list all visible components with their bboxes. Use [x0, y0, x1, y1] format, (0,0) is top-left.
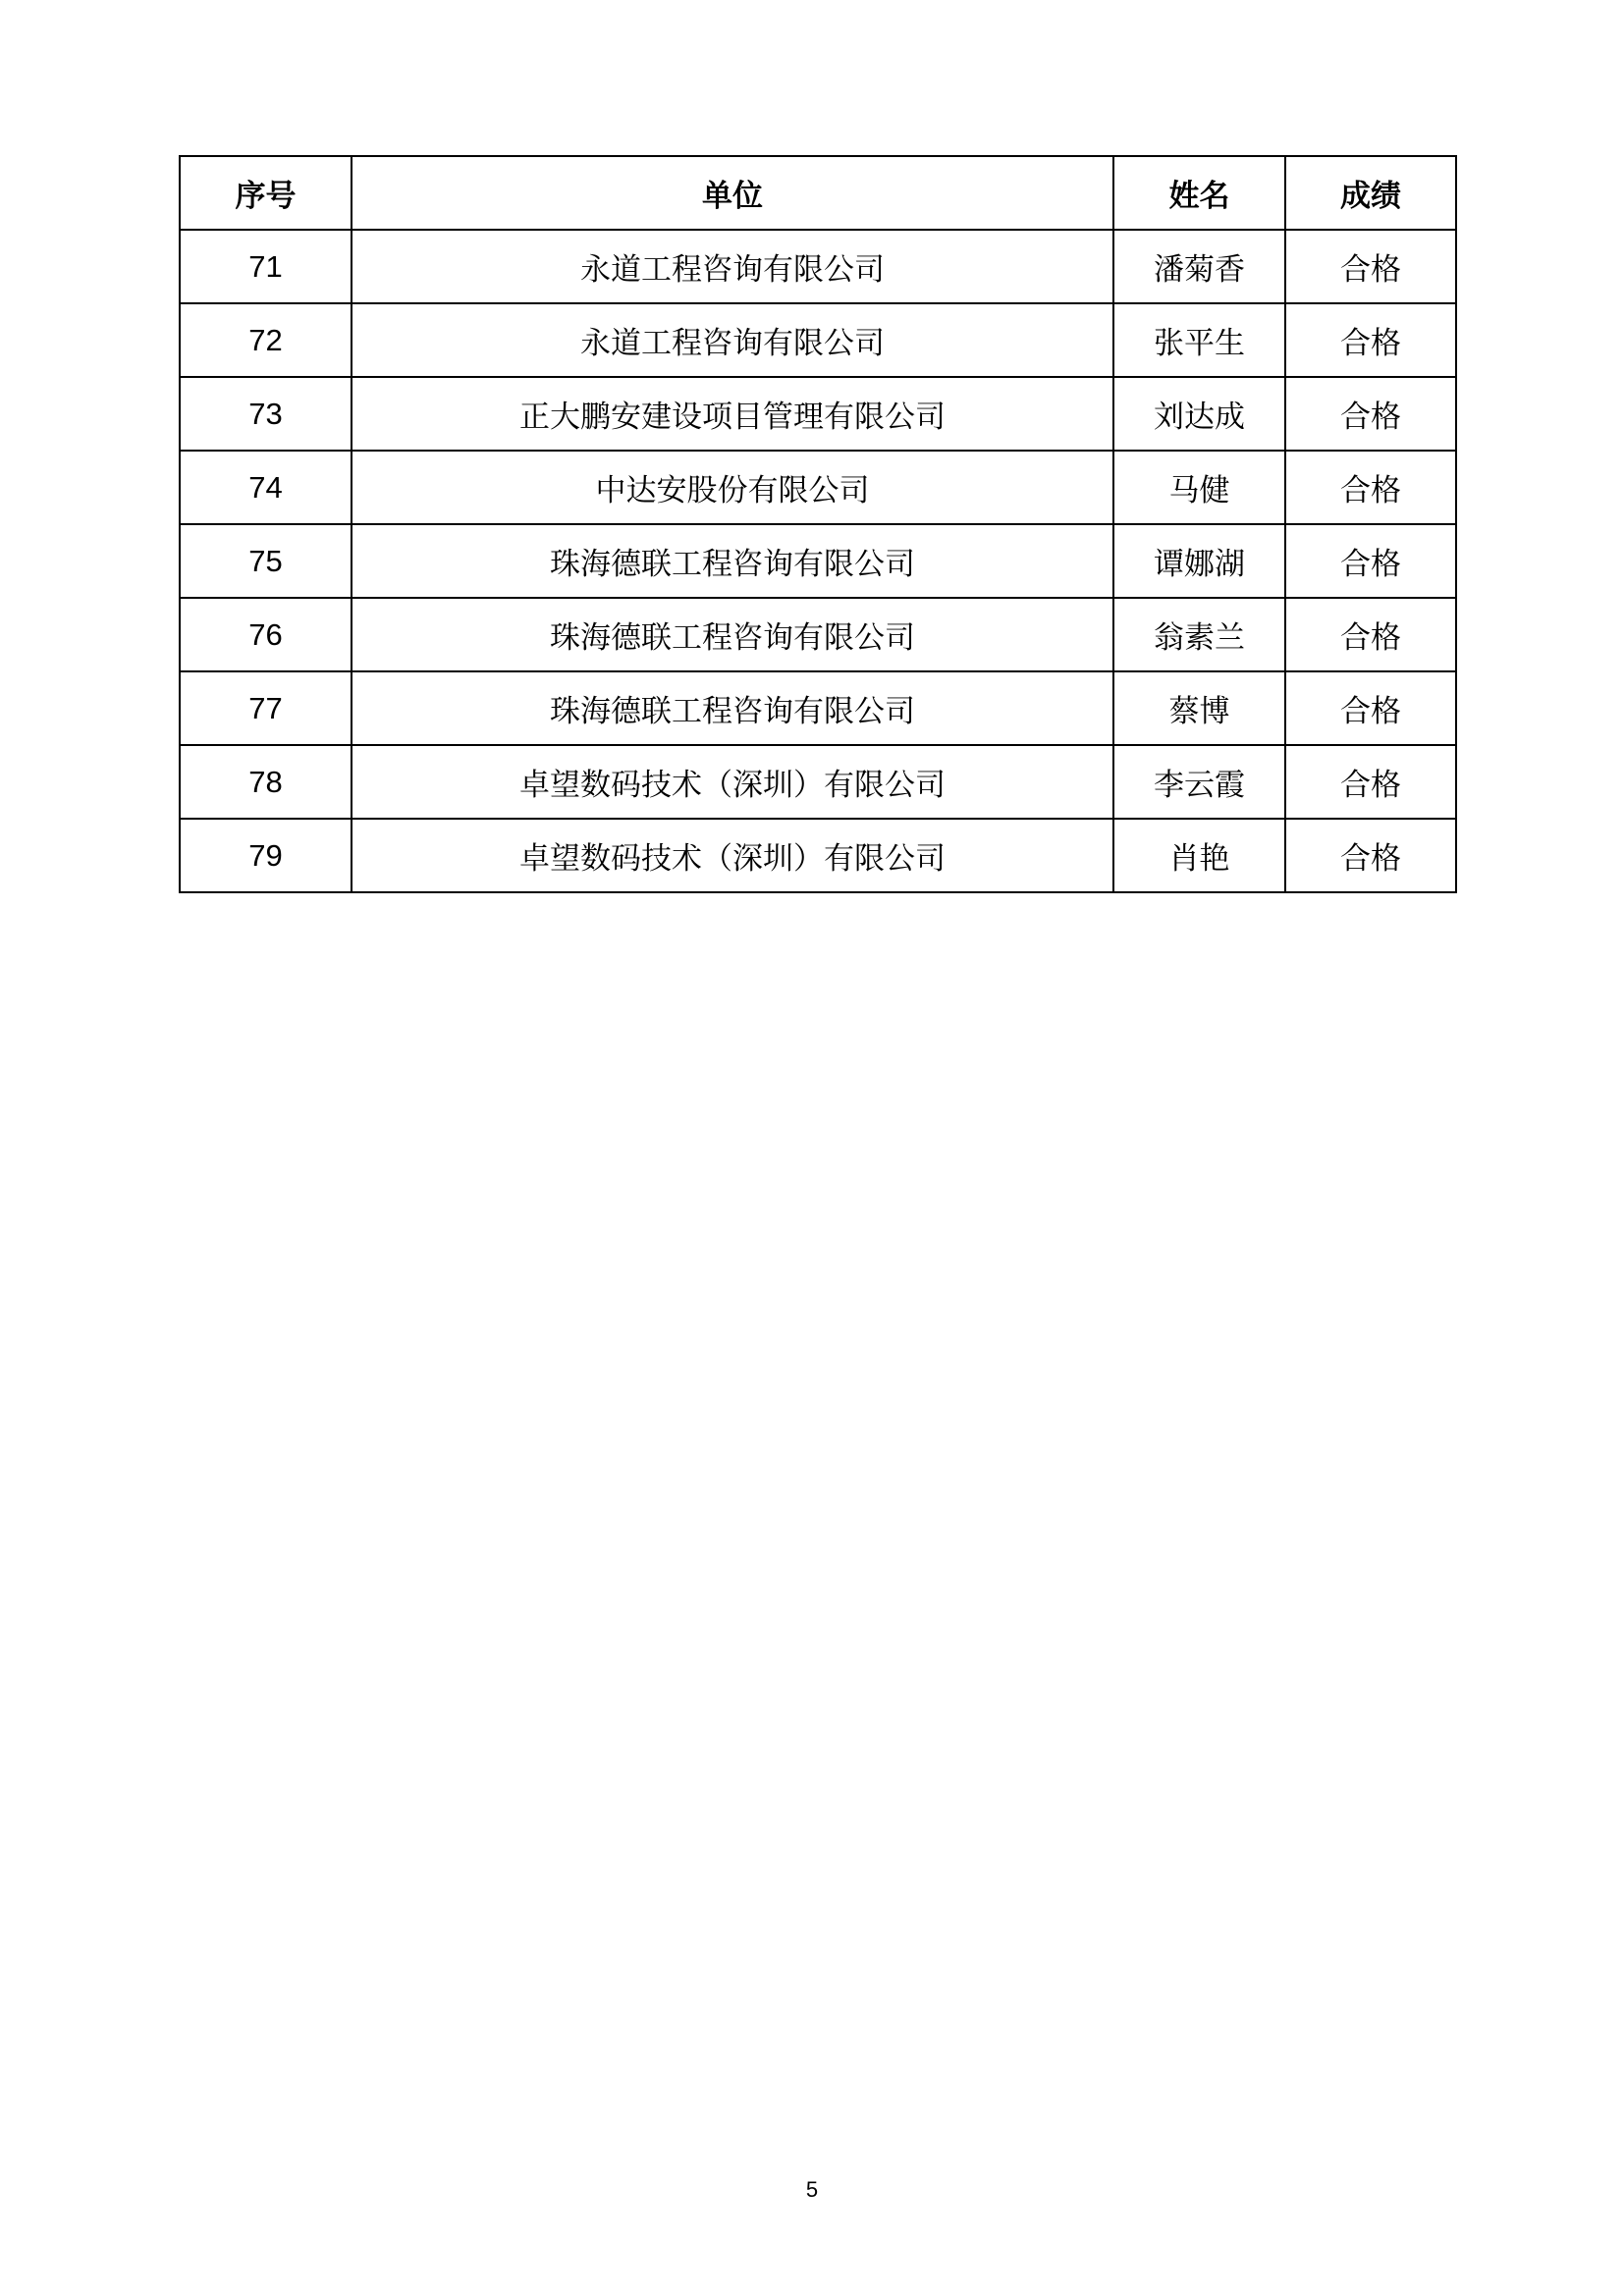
cell-unit: 卓望数码技术（深圳）有限公司	[352, 745, 1113, 819]
table-row	[180, 451, 1456, 524]
cell-unit: 珠海德联工程咨询有限公司	[352, 598, 1113, 671]
header-score: 成绩	[1285, 156, 1456, 230]
cell-score: 合格	[1285, 524, 1456, 598]
cell-no: 74	[180, 451, 352, 524]
cell-no: 77	[180, 671, 352, 745]
cell-unit: 珠海德联工程咨询有限公司	[352, 524, 1113, 598]
cell-score: 合格	[1285, 745, 1456, 819]
cell-no: 73	[180, 377, 352, 451]
cell-name: 李云霞	[1113, 745, 1285, 819]
cell-score: 合格	[1285, 230, 1456, 303]
cell-no: 71	[180, 230, 352, 303]
cell-score: 合格	[1285, 451, 1456, 524]
cell-no: 75	[180, 524, 352, 598]
cell-no: 72	[180, 303, 352, 377]
cell-unit: 珠海德联工程咨询有限公司	[352, 671, 1113, 745]
table-row	[180, 303, 1456, 377]
cell-score: 合格	[1285, 598, 1456, 671]
table-row	[180, 745, 1456, 819]
header-unit: 单位	[352, 156, 1113, 230]
table-row	[180, 377, 1456, 451]
table-row	[180, 230, 1456, 303]
results-table	[179, 155, 1457, 893]
cell-score: 合格	[1285, 671, 1456, 745]
cell-name: 刘达成	[1113, 377, 1285, 451]
table-row	[180, 671, 1456, 745]
cell-name: 潘菊香	[1113, 230, 1285, 303]
cell-score: 合格	[1285, 377, 1456, 451]
table-row	[180, 524, 1456, 598]
cell-name: 马健	[1113, 451, 1285, 524]
cell-name: 谭娜湖	[1113, 524, 1285, 598]
cell-name: 张平生	[1113, 303, 1285, 377]
cell-name: 翁素兰	[1113, 598, 1285, 671]
cell-no: 79	[180, 819, 352, 892]
cell-no: 78	[180, 745, 352, 819]
table-row	[180, 598, 1456, 671]
cell-unit: 永道工程咨询有限公司	[352, 230, 1113, 303]
cell-unit: 永道工程咨询有限公司	[352, 303, 1113, 377]
cell-name: 蔡博	[1113, 671, 1285, 745]
cell-no: 76	[180, 598, 352, 671]
cell-score: 合格	[1285, 819, 1456, 892]
cell-unit: 中达安股份有限公司	[352, 451, 1113, 524]
table-row	[180, 819, 1456, 892]
cell-name: 肖艳	[1113, 819, 1285, 892]
cell-unit: 卓望数码技术（深圳）有限公司	[352, 819, 1113, 892]
table-header-row	[180, 156, 1456, 230]
header-name: 姓名	[1113, 156, 1285, 230]
cell-score: 合格	[1285, 303, 1456, 377]
cell-unit: 正大鹏安建设项目管理有限公司	[352, 377, 1113, 451]
page-number: 5	[805, 2177, 819, 2202]
header-no: 序号	[180, 156, 352, 230]
